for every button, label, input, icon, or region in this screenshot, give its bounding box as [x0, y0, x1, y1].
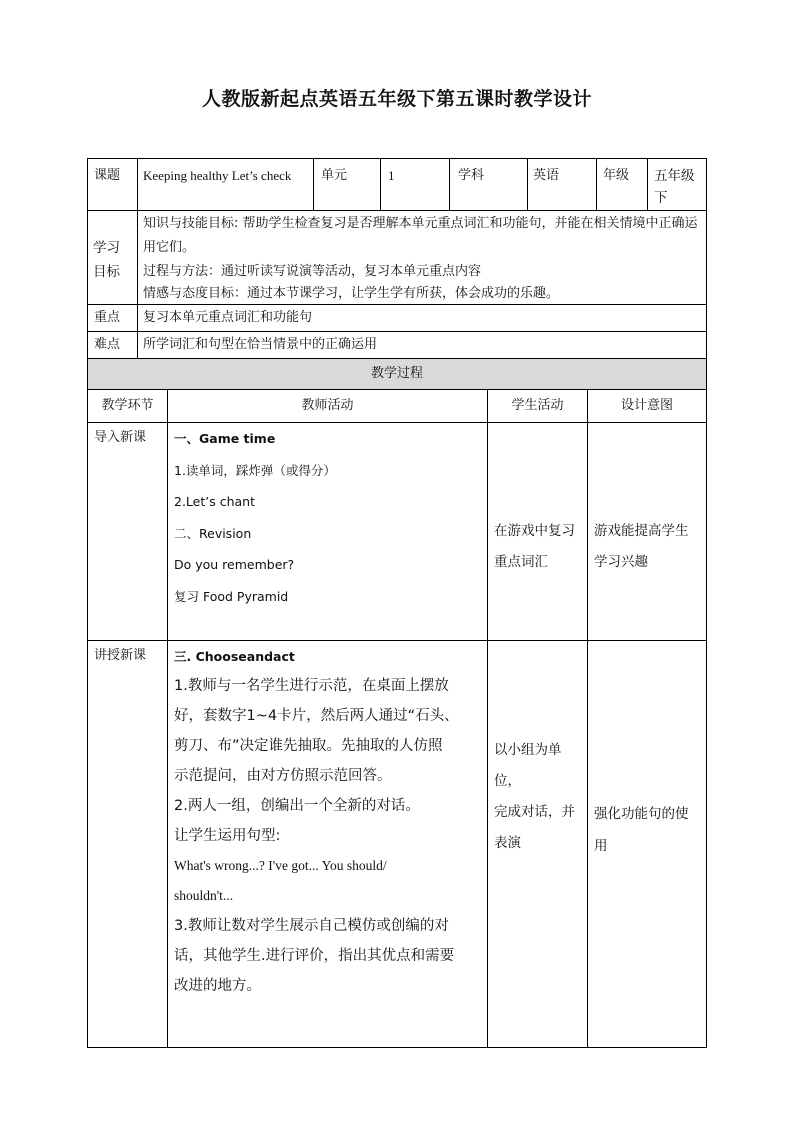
teacher-line: 一、Game time	[174, 431, 276, 446]
teacher-line: 2.Let’s chant	[174, 494, 255, 509]
col-header-stage: 教学环节	[101, 398, 154, 413]
teacher-line: shouldn't...	[174, 888, 234, 903]
subject-label: 学科	[458, 168, 485, 183]
difficulty-value: 所学词汇和句型在恰当情景中的正确运用	[143, 337, 378, 352]
teacher-activity-intro	[174, 423, 484, 612]
teacher-line: 3.教师让数对学生展示自己模仿或创编的对	[174, 918, 449, 934]
teacher-line: Do you remember?	[174, 557, 295, 572]
topic-value: Keeping healthy Let’s check	[143, 168, 292, 183]
process-title: 教学过程	[370, 366, 423, 381]
teacher-line: 话，其他学生.进行评价，指出其优点和需要	[174, 948, 455, 964]
unit-value: 1	[388, 168, 395, 183]
intent-line: 学习兴趣	[594, 554, 648, 570]
teacher-line: 复习 Food Pyramid	[174, 588, 289, 604]
student-activity-intro	[494, 516, 586, 578]
teacher-line: 剪刀、布”决定谁先抽取。先抽取的人仿照	[174, 738, 443, 754]
student-line: 表演	[494, 835, 521, 851]
subject-value: 英语	[533, 168, 560, 183]
student-line: 完成对话，并	[494, 804, 575, 820]
col-header-teacher: 教师活动	[301, 398, 354, 413]
unit-label: 单元	[321, 168, 348, 183]
teacher-line: 1.教师与一名学生进行示范，在桌面上摆放	[174, 678, 449, 694]
difficulty-label: 难点	[94, 337, 121, 352]
key-label: 重点	[94, 310, 121, 325]
teacher-activity-new-lesson	[174, 643, 486, 1001]
goals-text	[143, 212, 703, 306]
teacher-heading: 三. Chooseandact	[174, 649, 295, 664]
teacher-line: 二、Revision	[174, 525, 252, 541]
teacher-line: 1.读单词，踩炸弹（或得分）	[174, 462, 336, 478]
intent-line: 用	[594, 838, 608, 854]
stage-intro: 导入新课	[94, 430, 147, 445]
student-line: 以小组为单位，	[494, 742, 562, 789]
teacher-line: 改进的地方。	[174, 978, 261, 994]
document-title: 人教版新起点英语五年级下第五课时教学设计	[201, 88, 592, 110]
student-line: 重点词汇	[494, 554, 548, 570]
student-line: 在游戏中复习	[494, 523, 575, 539]
goal-process: 过程与方法：通过听读写说演等活动，复习本单元重点内容	[143, 264, 482, 279]
stage-new-lesson: 讲授新课	[94, 648, 147, 663]
goals-label: 学习目标	[93, 240, 120, 280]
intent-new-lesson	[594, 798, 706, 862]
teacher-line: 示范提问，由对方仿照示范回答。	[174, 768, 392, 784]
topic-label: 课题	[94, 168, 121, 183]
intent-line: 游戏能提高学生	[594, 523, 689, 539]
student-activity-new-lesson	[494, 735, 588, 859]
teacher-line: 2.两人一组，创编出一个全新的对话。	[174, 798, 420, 814]
teacher-line: 让学生运用句型:	[174, 828, 281, 844]
col-header-intent: 设计意图	[620, 398, 673, 413]
teacher-line: 好，套数字1~4卡片，然后两人通过“石头、	[174, 708, 459, 724]
key-value: 复习本单元重点词汇和功能句	[143, 310, 313, 325]
intent-line: 强化功能句的使	[594, 806, 689, 822]
goal-knowledge: 知识与技能目标: 帮助学生检查复习是否理解本单元重点词汇和功能句，并能在相关情境中正确运用它们。	[143, 216, 698, 255]
grade-label: 年级	[603, 168, 630, 183]
col-header-student: 学生活动	[511, 398, 564, 413]
intent-intro	[594, 516, 706, 578]
grade-value: 五年级下	[654, 168, 695, 206]
goal-attitude: 情感与态度目标：通过本节课学习，让学生学有所获，体会成功的乐趣。	[143, 286, 560, 301]
teacher-line: What's wrong...? I've got... You should/	[174, 858, 387, 873]
